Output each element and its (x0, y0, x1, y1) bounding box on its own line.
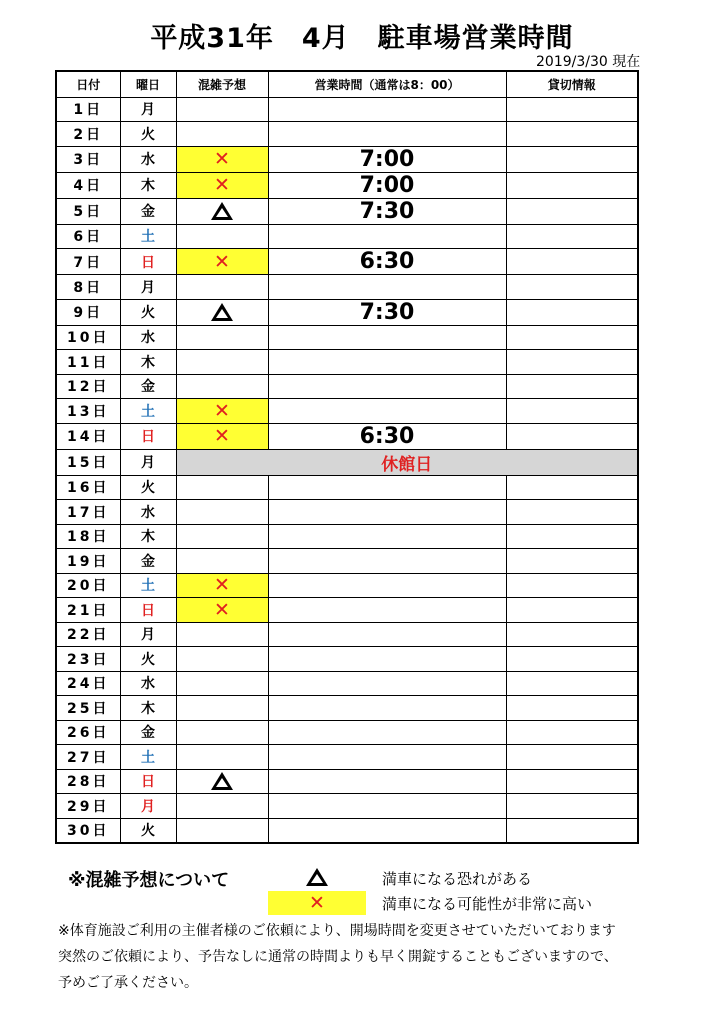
rental-info-cell (506, 696, 638, 721)
date-cell: 8日 (56, 275, 120, 300)
date-cell: 20日 (56, 573, 120, 598)
table-row (56, 97, 638, 122)
date-cell: 13日 (56, 399, 120, 424)
opening-time-cell (268, 224, 506, 249)
date-cell: 15日 (56, 449, 120, 475)
crowd-forecast-cell (176, 794, 268, 819)
rental-info-cell (506, 423, 638, 449)
table-row (56, 423, 638, 449)
crowd-forecast-cell (176, 696, 268, 721)
opening-time-cell (268, 122, 506, 147)
weekday-cell: 月 (120, 97, 176, 122)
crowd-forecast-cell (176, 769, 268, 794)
rental-info-cell (506, 598, 638, 623)
table-row (56, 350, 638, 375)
note-line: ※体育施設ご利用の主催者様のご依頼により、開場時間を変更させていただいております (58, 923, 616, 939)
opening-time-cell (268, 720, 506, 745)
weekday-cell: 土 (120, 573, 176, 598)
rental-info-cell (506, 299, 638, 325)
date-cell: 21日 (56, 598, 120, 623)
date-cell: 7日 (56, 249, 120, 275)
page-title: 平成31年 4月 駐車場営業時間 (150, 23, 574, 54)
table-row (56, 146, 638, 172)
table-row (56, 524, 638, 549)
rental-info-cell (506, 97, 638, 122)
table-row (56, 249, 638, 275)
rental-info-cell (506, 172, 638, 198)
date-cell: 2日 (56, 122, 120, 147)
date-cell: 1日 (56, 97, 120, 122)
table-row (56, 500, 638, 525)
crowd-forecast-cell (176, 720, 268, 745)
opening-time-cell (268, 275, 506, 300)
opening-time-cell (268, 325, 506, 350)
date-cell: 28日 (56, 769, 120, 794)
cross-icon: ✕ (309, 892, 325, 914)
opening-time-cell (268, 374, 506, 399)
crowd-forecast-cell (176, 249, 268, 275)
date-cell: 6日 (56, 224, 120, 249)
triangle-icon (306, 868, 328, 886)
date-cell: 3日 (56, 146, 120, 172)
rental-info-cell (506, 374, 638, 399)
crowd-forecast-cell (176, 350, 268, 375)
table-row (56, 374, 638, 399)
weekday-cell: 日 (120, 598, 176, 623)
weekday-cell: 日 (120, 769, 176, 794)
weekday-cell: 火 (120, 818, 176, 843)
weekday-cell: 日 (120, 423, 176, 449)
weekday-cell: 水 (120, 500, 176, 525)
opening-time-cell (268, 647, 506, 672)
weekday-cell: 木 (120, 696, 176, 721)
weekday-cell: 月 (120, 449, 176, 475)
rental-info-cell (506, 720, 638, 745)
table-row (56, 622, 638, 647)
opening-time-cell (268, 573, 506, 598)
table-row (56, 224, 638, 249)
rental-info-cell (506, 146, 638, 172)
table-row (56, 449, 638, 475)
table-row (56, 399, 638, 424)
table-row (56, 720, 638, 745)
as-of-date: 2019/3/30 現在 (536, 54, 641, 70)
schedule-table (55, 70, 639, 844)
header-dow: 曜日 (120, 71, 176, 97)
crowd-forecast-cell (176, 172, 268, 198)
date-cell: 23日 (56, 647, 120, 672)
table-row (56, 299, 638, 325)
table-row (56, 745, 638, 770)
cross-icon: ✕ (214, 399, 230, 422)
table-row (56, 172, 638, 198)
table-row (56, 647, 638, 672)
date-cell: 14日 (56, 423, 120, 449)
note-line: 突然のご依頼により、予告なしに通常の時間よりも早く開錠することもございますので、 (58, 949, 618, 965)
crowd-forecast-cell (176, 598, 268, 623)
table-row (56, 198, 638, 224)
date-cell: 26日 (56, 720, 120, 745)
opening-time-cell (268, 350, 506, 375)
table-row (56, 549, 638, 574)
table-row (56, 475, 638, 500)
opening-time-cell: 7:00 (268, 146, 506, 172)
table-row (56, 122, 638, 147)
cross-icon: ✕ (214, 598, 230, 621)
weekday-cell: 木 (120, 172, 176, 198)
date-cell: 27日 (56, 745, 120, 770)
rental-info-cell (506, 524, 638, 549)
weekday-cell: 金 (120, 374, 176, 399)
table-row (56, 769, 638, 794)
date-cell: 16日 (56, 475, 120, 500)
rental-info-cell (506, 769, 638, 794)
schedule-body (56, 97, 638, 843)
crowd-forecast-cell (176, 122, 268, 147)
cross-icon: ✕ (214, 425, 230, 447)
rental-info-cell (506, 350, 638, 375)
weekday-cell: 水 (120, 671, 176, 696)
crowd-forecast-cell (176, 549, 268, 574)
crowd-forecast-cell (176, 97, 268, 122)
crowd-forecast-cell (176, 573, 268, 598)
table-row (56, 794, 638, 819)
table-row (56, 598, 638, 623)
weekday-cell: 月 (120, 622, 176, 647)
opening-time-cell (268, 671, 506, 696)
weekday-cell: 木 (120, 350, 176, 375)
crowd-forecast-cell (176, 423, 268, 449)
rental-info-cell (506, 671, 638, 696)
crowd-forecast-cell (176, 647, 268, 672)
opening-time-cell (268, 794, 506, 819)
cross-icon: ✕ (214, 174, 230, 196)
crowd-forecast-cell (176, 524, 268, 549)
legend-x-symbol (268, 891, 366, 915)
opening-time-cell: 7:30 (268, 198, 506, 224)
weekday-cell: 土 (120, 399, 176, 424)
rental-info-cell (506, 622, 638, 647)
crowd-forecast-cell (176, 325, 268, 350)
rental-info-cell (506, 399, 638, 424)
crowd-forecast-cell (176, 275, 268, 300)
weekday-cell: 火 (120, 299, 176, 325)
opening-time-cell (268, 524, 506, 549)
weekday-cell: 水 (120, 146, 176, 172)
crowd-forecast-cell (176, 818, 268, 843)
rental-info-cell (506, 573, 638, 598)
weekday-cell: 金 (120, 198, 176, 224)
table-row (56, 275, 638, 300)
table-header-row (56, 71, 638, 97)
crowd-forecast-cell (176, 146, 268, 172)
header-crowd: 混雑予想 (176, 71, 268, 97)
crowd-forecast-cell (176, 224, 268, 249)
rental-info-cell (506, 198, 638, 224)
crowd-forecast-cell (176, 622, 268, 647)
legend-triangle-text: 満車になる恐れがある (382, 870, 533, 888)
opening-time-cell (268, 745, 506, 770)
note-line: 予めご了承ください。 (58, 975, 198, 991)
opening-time-cell: 7:00 (268, 172, 506, 198)
opening-time-cell (268, 97, 506, 122)
table-row (56, 573, 638, 598)
date-cell: 19日 (56, 549, 120, 574)
legend-triangle-symbol (268, 866, 366, 890)
cross-icon: ✕ (214, 148, 230, 170)
weekday-cell: 日 (120, 249, 176, 275)
legend-x-text: 満車になる可能性が非常に高い (382, 895, 593, 913)
legend-title: ※混雑予想について (68, 870, 230, 891)
rental-info-cell (506, 549, 638, 574)
date-cell: 12日 (56, 374, 120, 399)
date-cell: 4日 (56, 172, 120, 198)
crowd-forecast-cell (176, 745, 268, 770)
crowd-forecast-cell (176, 299, 268, 325)
opening-time-cell (268, 818, 506, 843)
opening-time-cell: 6:30 (268, 249, 506, 275)
weekday-cell: 火 (120, 475, 176, 500)
rental-info-cell (506, 475, 638, 500)
weekday-cell: 土 (120, 745, 176, 770)
opening-time-cell (268, 500, 506, 525)
table-row (56, 671, 638, 696)
weekday-cell: 金 (120, 549, 176, 574)
rental-info-cell (506, 224, 638, 249)
rental-info-cell (506, 325, 638, 350)
crowd-forecast-cell (176, 399, 268, 424)
rental-info-cell (506, 794, 638, 819)
date-cell: 9日 (56, 299, 120, 325)
triangle-icon (211, 772, 233, 790)
crowd-forecast-cell (176, 671, 268, 696)
date-cell: 10日 (56, 325, 120, 350)
opening-time-cell (268, 475, 506, 500)
closed-day-cell: 休館日 (176, 449, 638, 475)
weekday-cell: 金 (120, 720, 176, 745)
opening-time-cell (268, 696, 506, 721)
opening-time-cell: 7:30 (268, 299, 506, 325)
header-hours: 営業時間（通常は8：00） (268, 71, 506, 97)
rental-info-cell (506, 249, 638, 275)
rental-info-cell (506, 647, 638, 672)
date-cell: 17日 (56, 500, 120, 525)
crowd-forecast-cell (176, 475, 268, 500)
table-row (56, 696, 638, 721)
opening-time-cell: 6:30 (268, 423, 506, 449)
weekday-cell: 火 (120, 122, 176, 147)
crowd-forecast-cell (176, 198, 268, 224)
opening-time-cell (268, 598, 506, 623)
crowd-forecast-cell (176, 500, 268, 525)
opening-time-cell (268, 549, 506, 574)
rental-info-cell (506, 122, 638, 147)
rental-info-cell (506, 500, 638, 525)
weekday-cell: 月 (120, 794, 176, 819)
cross-icon: ✕ (214, 574, 230, 597)
rental-info-cell (506, 745, 638, 770)
triangle-icon (211, 202, 233, 220)
triangle-icon (211, 303, 233, 321)
weekday-cell: 水 (120, 325, 176, 350)
date-cell: 22日 (56, 622, 120, 647)
table-row (56, 818, 638, 843)
date-cell: 18日 (56, 524, 120, 549)
date-cell: 11日 (56, 350, 120, 375)
header-rental: 貸切情報 (506, 71, 638, 97)
table-row (56, 325, 638, 350)
opening-time-cell (268, 399, 506, 424)
weekday-cell: 土 (120, 224, 176, 249)
date-cell: 24日 (56, 671, 120, 696)
rental-info-cell (506, 275, 638, 300)
opening-time-cell (268, 769, 506, 794)
weekday-cell: 月 (120, 275, 176, 300)
weekday-cell: 火 (120, 647, 176, 672)
cross-icon: ✕ (214, 250, 230, 273)
date-cell: 30日 (56, 818, 120, 843)
opening-time-cell (268, 622, 506, 647)
crowd-forecast-cell (176, 374, 268, 399)
rental-info-cell (506, 818, 638, 843)
weekday-cell: 木 (120, 524, 176, 549)
date-cell: 25日 (56, 696, 120, 721)
date-cell: 29日 (56, 794, 120, 819)
date-cell: 5日 (56, 198, 120, 224)
header-date: 日付 (56, 71, 120, 97)
